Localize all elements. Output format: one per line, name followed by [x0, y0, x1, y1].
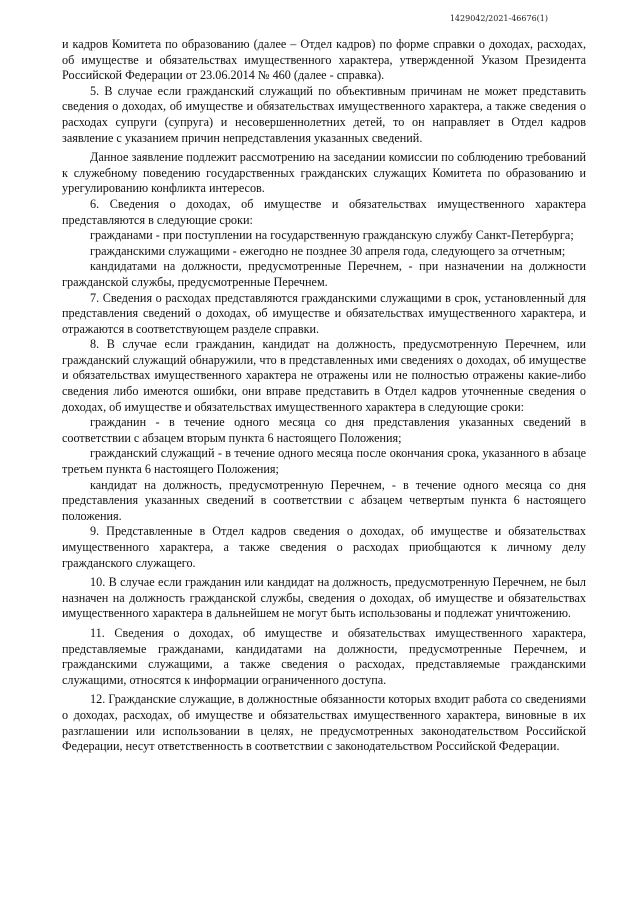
paragraph-item-11: 11. Сведения о доходах, об имуществе и обязательствах имущественного характера, представляемые гражданами, кандидатами на должности, предусмотренные Перечнем, и гражданскими служащими, а также сведения о расходах, представляемые гражданскими служащими, относятся к информации ограниченного доступа. — [62, 625, 586, 687]
paragraph-item-6: 6. Сведения о доходах, об имуществе и обязательствах имущественного характера представляются в следующие сроки: — [62, 196, 586, 227]
paragraph-item-8-citizen: гражданин - в течение одного месяца со дня представления указанных сведений в соответствии с абзацем вторым пункта 6 настоящего Положения; — [62, 415, 586, 445]
paragraph-item-6-candidates: кандидатами на должности, предусмотренные Перечнем, - при назначении на должности гражданской службы, предусмотренные Перечнем. — [62, 259, 586, 289]
paragraph-continuation: и кадров Комитета по образованию (далее – Отдел кадров) по форме справки о доходах, расходах, об имуществе и обязательствах имущественного характера, утвержденной Указом Президента Российской Федерации от 23.06.2014 № 460 (далее - справка). — [62, 37, 586, 83]
paragraph-item-12: 12. Гражданские служащие, в должностные обязанности которых входит работа со сведениями о доходах, расходах, об имуществе и обязательствах имущественного характера, виновные в их разглашении или использовании в целях, не предусмотренных законодательством Российской Федерации, несут ответственность в соответствии с законодательством Российской Федерации. — [62, 692, 586, 754]
paragraph-item-8-candidate: кандидат на должность, предусмотренную Перечнем, - в течение одного месяца со дня представления указанных сведений в соответствии с абзацем четвертым пункта 6 настоящего положения. — [62, 477, 586, 523]
paragraph-item-5: 5. В случае если гражданский служащий по объективным причинам не может представить сведения о доходах, об имуществе и обязательствах имущественного характера, а также сведения о расходах супруги (супруга) и несовершеннолетних детей, то он направляет в Отдел кадров заявление с указанием причин непредставления указанных сведений. — [62, 83, 586, 145]
paragraph-statement-note: Данное заявление подлежит рассмотрению на заседании комиссии по соблюдению требований к служебному поведению государственных гражданских служащих Комитета по образованию и урегулированию конфликта интересов. — [62, 150, 586, 196]
document-body — [62, 37, 586, 755]
paragraph-item-9: 9. Представленные в Отдел кадров сведения о доходах, об имуществе и обязательствах имущественного характера, а также сведения о расходах приобщаются к личному делу гражданского служащего. — [62, 524, 586, 570]
paragraph-item-10: 10. В случае если гражданин или кандидат на должность, предусмотренную Перечнем, не был назначен на должность гражданской службы, сведения о доходах, об имуществе и обязательствах имущественного характера в дальнейшем не могут быть использованы и подлежат уничтожению. — [62, 575, 586, 621]
paragraph-item-6-servants: гражданскими служащими - ежегодно не позднее 30 апреля года, следующего за отчетным; — [90, 243, 566, 258]
paragraph-item-6-citizens: гражданами - при поступлении на государственную гражданскую службу Санкт-Петербурга; — [90, 228, 574, 243]
document-number: 1429042/2021-46676(1) — [449, 14, 548, 23]
paragraph-item-8: 8. В случае если гражданин, кандидат на должность, предусмотренную Перечнем, или гражданский служащий обнаружили, что в представленных ими сведениях о доходах, об имуществе и обязательствах имущественного характера не отражены или не полностью отражены какие-либо сведения либо имеются ошибки, они вправе представить в Отдел кадров уточненные сведения о доходах, об имуществе и обязательствах имущественного характера в следующие сроки: — [62, 337, 586, 414]
paragraph-item-7: 7. Сведения о расходах представляются гражданскими служащими в срок, установленный для представления сведений о доходах, об имуществе и обязательствах имущественного характера, и отражаются в соответствующем разделе справки. — [62, 290, 586, 336]
paragraph-item-8-servant: гражданский служащий - в течение одного месяца после окончания срока, указанного в абзаце третьем пункта 6 настоящего Положения; — [62, 446, 586, 477]
